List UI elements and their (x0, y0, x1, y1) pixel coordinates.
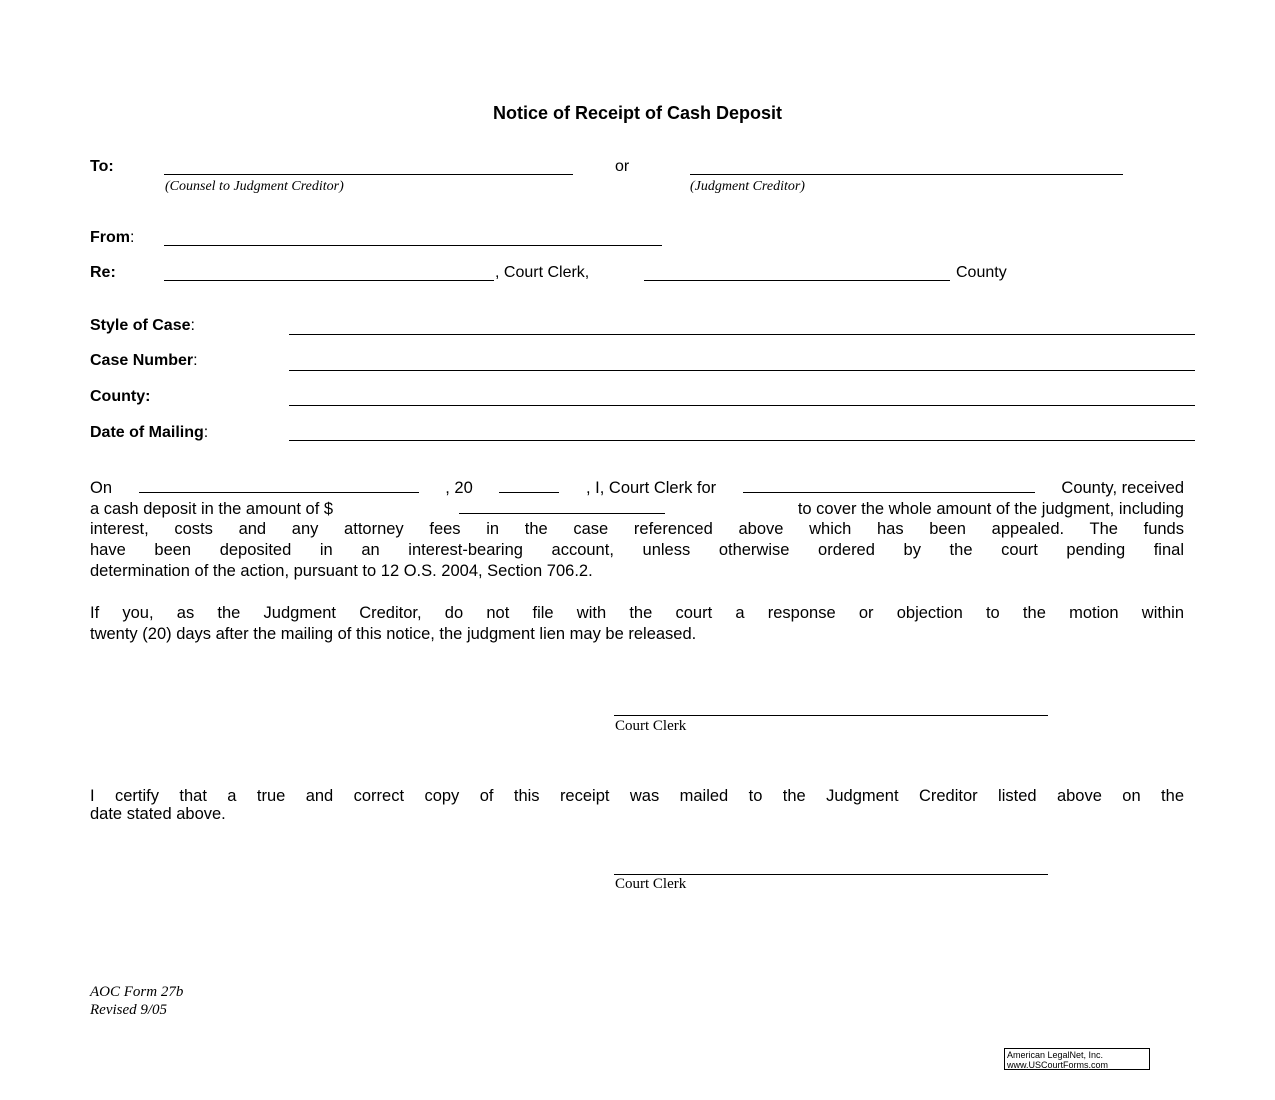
paragraph-1-line-3: interest, costs and any attorney fees in the case referenced above which has been appealed. The funds (90, 520, 1184, 538)
style-of-case-label: Style of Case: (90, 317, 195, 334)
paragraph-1-line-1: On , 20 , I, Court Clerk for County, received (90, 479, 1184, 497)
receipt-year-field[interactable] (499, 478, 559, 493)
publisher-stamp (1004, 1048, 1150, 1070)
revised-date: Revised 9/05 (90, 1002, 168, 1018)
judgment-creditor-field[interactable] (690, 174, 1123, 175)
re-label: Re: (90, 264, 116, 281)
publisher-name: American LegalNet, Inc. (1007, 1050, 1104, 1060)
certify-line-1: I certify that a true and correct copy of this receipt was mailed to the Judgment Creditor listed above on the (90, 787, 1184, 805)
re-court-clerk-name-field[interactable] (164, 280, 494, 281)
or-text: or (615, 158, 630, 175)
deposit-amount-field[interactable] (459, 499, 665, 514)
counsel-caption: (Counsel to Judgment Creditor) (165, 179, 344, 194)
county-label: County: (90, 388, 151, 405)
paragraph-1-line-5: determination of the action, pursuant to 12 O.S. 2004, Section 706.2. (90, 562, 593, 580)
court-clerk-signature-field-2[interactable] (614, 874, 1048, 875)
paragraph-1-line-2: a cash deposit in the amount of $ to cover the whole amount of the judgment, including (90, 500, 1184, 518)
paragraph-1-line-4: have been deposited in an interest-bearing account, unless otherwise ordered by the court pending final (90, 541, 1184, 559)
court-clerk-signature-field-1[interactable] (614, 715, 1048, 716)
case-number-label: Case Number: (90, 352, 198, 369)
paragraph-2-line-1: If you, as the Judgment Creditor, do not file with the court a response or objection to the motion within (90, 604, 1184, 622)
court-clerk-caption-1: Court Clerk (615, 718, 687, 734)
page-title: Notice of Receipt of Cash Deposit (492, 103, 783, 123)
form-number: AOC Form 27b (90, 984, 184, 1000)
clerk-county-field[interactable] (743, 478, 1035, 493)
court-clerk-caption-2: Court Clerk (615, 876, 687, 892)
paragraph-2-line-2: twenty (20) days after the mailing of this notice, the judgment lien may be released. (90, 625, 697, 643)
from-label: From: (90, 229, 135, 246)
date-of-mailing-field[interactable] (289, 440, 1195, 441)
county-field[interactable] (289, 405, 1195, 406)
judgment-creditor-caption: (Judgment Creditor) (690, 179, 805, 194)
publisher-url: www.USCourtForms.com (1007, 1060, 1109, 1070)
county-text: County (956, 264, 1007, 281)
counsel-to-judgment-creditor-field[interactable] (164, 174, 573, 175)
court-clerk-text: , Court Clerk, (495, 264, 590, 281)
re-county-field[interactable] (644, 280, 950, 281)
date-of-mailing-label: Date of Mailing: (90, 424, 209, 441)
case-number-field[interactable] (289, 370, 1195, 371)
receipt-date-field[interactable] (139, 478, 419, 493)
style-of-case-field[interactable] (289, 334, 1195, 335)
to-label: To: (90, 158, 114, 175)
certify-line-2: date stated above. (90, 805, 226, 823)
from-field[interactable] (164, 245, 662, 246)
